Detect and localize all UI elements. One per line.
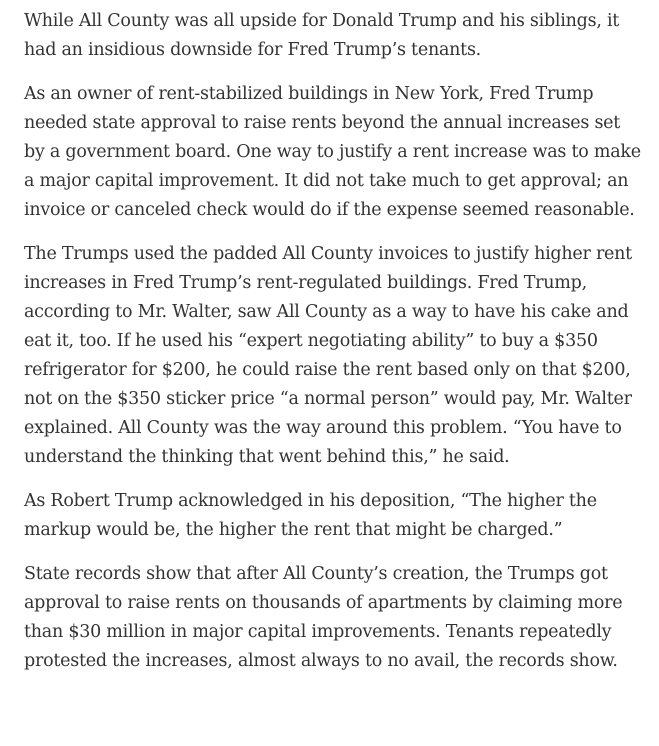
article-paragraph-3: The Trumps used the padded All County invoices to justify higher rent increases in Fred Trump’s rent-regulated buildings. Fred Trump, according to Mr. Walter, saw All County as a way to have his cake and eat it, too. If he used his “expert negotiating ability” to buy a $350 refrigerator for $200, he could raise the rent based only on that $200, not on the $350 sticker price “a normal person” would pay, Mr. Walter explained. All County was the way around this problem. “You have to understand the thinking that went behind this,” he said. xyxy=(24,244,632,467)
article-paragraph-4: As Robert Trump acknowledged in his deposition, “The higher the markup would be, the higher the rent that might be charged.” xyxy=(24,491,597,540)
article-paragraph-2: As an owner of rent-stabilized buildings in New York, Fred Trump needed state approval to raise rents beyond the annual increases set by a government board. One way to justify a rent increase was to make a major capital improvement. It did not take much to get approval; an invoice or canceled check would do if the expense seemed reasonable. xyxy=(24,84,641,220)
article-paragraph-5: State records show that after All County’s creation, the Trumps got approval to raise rents on thousands of apartments by claiming more than $30 million in major capital improvements. Tenants repeatedly protested the increases, almost always to no avail, the records show. xyxy=(24,564,623,671)
article-paragraph-1: While All County was all upside for Donald Trump and his siblings, it had an insidious downside for Fred Trump’s tenants. xyxy=(24,11,620,60)
